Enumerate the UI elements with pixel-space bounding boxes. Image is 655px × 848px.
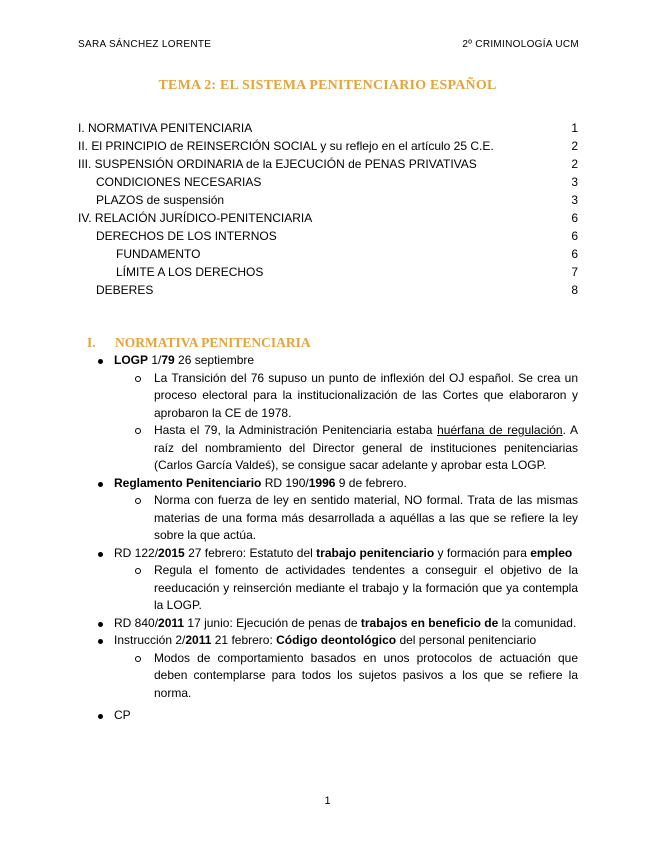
item-text: 17 junio: Ejecución de penas de xyxy=(184,615,361,630)
toc-entry[interactable] xyxy=(78,119,578,137)
bold-text: trabajo penitenciario xyxy=(316,545,435,560)
page-number: 1 xyxy=(324,795,331,807)
sub-item-text: . A raíz del nombramiento del Director general de instituciones penitenciarias (Carlos García Valdeś), se consigue sacar adelante y aprobar esta LOGP. xyxy=(154,423,578,472)
bold-text: 2015 xyxy=(158,545,185,560)
sub-item xyxy=(96,370,578,423)
bullet-icon xyxy=(98,552,103,557)
section-title: NORMATIVA PENITENCIARIA xyxy=(115,335,311,350)
header-course: 2º CRIMINOLOGÍA UCM xyxy=(462,39,579,50)
toc-entry-page: 6 xyxy=(571,211,578,225)
bold-text: 79 xyxy=(161,353,175,367)
sub-item xyxy=(96,650,578,703)
section-body xyxy=(96,352,578,725)
bold-text: Reglamento Penitenciario xyxy=(114,475,262,490)
bold-text: trabajos en beneficio de xyxy=(360,615,499,630)
item-text: 26 septiembre xyxy=(174,353,255,367)
sub-item xyxy=(96,492,578,545)
bullet-icon xyxy=(98,714,103,719)
list-item-cp xyxy=(96,707,578,725)
bold-text: 2011 xyxy=(185,633,212,647)
section-heading xyxy=(87,335,311,351)
item-text: RD 122/ xyxy=(114,545,159,560)
table-of-contents xyxy=(78,119,578,299)
toc-entry[interactable] xyxy=(78,137,578,155)
item-text: 27 febrero: Estatuto del xyxy=(184,545,317,560)
item-text: del personal penitenciario xyxy=(396,633,537,647)
bullet-icon xyxy=(98,639,103,644)
toc-entry-text: DEBERES xyxy=(96,283,154,297)
toc-entry[interactable] xyxy=(78,155,578,173)
item-text: RD 190/ xyxy=(261,475,309,490)
sub-item-text: Norma con fuerza de ley en sentido material, NO formal. Trata de las mismas materias de una forma más desarrollada a aquéllas a las que se refiere la ley sobre la que actúa. xyxy=(154,493,578,542)
sub-item-text: La Transición del 76 supuso un punto de inflexión del OJ español. Se crea un proceso electoral para la institucionalización de las Cortes que elaboraron y aprobaron la CE de 1978. xyxy=(154,370,578,420)
item-text: la comunidad. xyxy=(498,615,577,630)
item-text: RD 840/ xyxy=(114,615,159,630)
list-item-instruccion xyxy=(96,632,578,650)
toc-entry-page: 7 xyxy=(571,265,578,279)
toc-entry-page: 2 xyxy=(571,139,578,153)
toc-entry-page: 1 xyxy=(571,121,578,135)
bold-text: 1996 xyxy=(308,475,336,490)
hollow-bullet-icon xyxy=(135,428,141,434)
bold-text: 2011 xyxy=(158,615,185,630)
toc-entry[interactable] xyxy=(78,281,578,299)
item-text: CP xyxy=(114,708,131,722)
header-author: SARA SÁNCHEZ LORENTE xyxy=(78,39,212,50)
bullet-icon xyxy=(98,622,103,627)
list-item-logp xyxy=(96,352,578,370)
bold-text: Código deontológico xyxy=(276,633,397,647)
toc-entry-page: 2 xyxy=(571,157,578,171)
hollow-bullet-icon xyxy=(135,498,141,504)
list-item-reglamento xyxy=(96,475,578,493)
item-text: 21 febrero: xyxy=(211,633,277,647)
hollow-bullet-icon xyxy=(135,656,141,662)
toc-entry-page: 3 xyxy=(571,193,578,207)
sub-item-text: Hasta el 79, la Administración Penitenciaria estaba xyxy=(154,423,438,437)
toc-entry-text: I. NORMATIVA PENITENCIARIA xyxy=(78,121,253,135)
item-text: y formación para xyxy=(434,545,531,560)
toc-entry-text: IV. RELACIÓN JURÍDICO-PENITENCIARIA xyxy=(78,211,313,225)
sub-item xyxy=(96,562,578,615)
list-item-rd-2011 xyxy=(96,615,578,633)
toc-entry-page: 8 xyxy=(571,283,578,297)
toc-entry[interactable] xyxy=(78,227,578,245)
item-text: Instrucción 2/ xyxy=(114,633,186,647)
toc-entry-page: 6 xyxy=(571,247,578,261)
toc-entry-text: LÍMITE A LOS DERECHOS xyxy=(116,265,264,279)
bold-text: empleo xyxy=(530,545,573,560)
bullet-icon xyxy=(98,482,103,487)
toc-entry-text: III. SUSPENSIÓN ORDINARIA de la EJECUCIÓN de PENAS PRIVATIVAS xyxy=(78,157,477,171)
bold-text: LOGP xyxy=(114,353,149,367)
hollow-bullet-icon xyxy=(135,568,141,574)
hollow-bullet-icon xyxy=(135,376,141,382)
toc-entry[interactable] xyxy=(78,173,578,191)
toc-entry-text: II. El PRINCIPIO de REINSERCIÓN SOCIAL y su reflejo en el artículo 25 C.E. xyxy=(78,139,494,153)
toc-entry-page: 3 xyxy=(571,175,578,189)
underlined-text: huérfana de regulación xyxy=(437,423,563,437)
toc-entry[interactable] xyxy=(78,191,578,209)
bullet-icon xyxy=(98,359,103,364)
toc-entry-text: DERECHOS DE LOS INTERNOS xyxy=(96,229,277,243)
item-text: 9 de febrero. xyxy=(335,475,407,490)
toc-entry-text: FUNDAMENTO xyxy=(116,247,201,261)
list-item-rd-2015 xyxy=(96,545,578,563)
sub-item xyxy=(96,422,578,475)
sub-item-text: Modos de comportamiento basados en unos protocolos de actuación que deben contemplarse para todos los sujetos pasivos a los que se refiere la norma. xyxy=(154,650,578,700)
toc-entry[interactable] xyxy=(78,209,578,227)
item-text: 1/ xyxy=(148,353,162,367)
toc-entry-text: PLAZOS de suspensión xyxy=(96,193,225,207)
toc-entry[interactable] xyxy=(78,245,578,263)
toc-entry-text: CONDICIONES NECESARIAS xyxy=(96,175,262,189)
sub-item-text: Regula el fomento de actividades tendentes a conseguir el objetivo de la reeducación y reinserción mediante el trabajo y la formación que ya contempla la LOGP. xyxy=(154,563,578,612)
toc-entry[interactable] xyxy=(78,263,578,281)
section-number: I. xyxy=(87,335,96,350)
toc-entry-page: 6 xyxy=(571,229,578,243)
document-title: TEMA 2: EL SISTEMA PENITENCIARIO ESPAÑOL xyxy=(158,78,497,93)
